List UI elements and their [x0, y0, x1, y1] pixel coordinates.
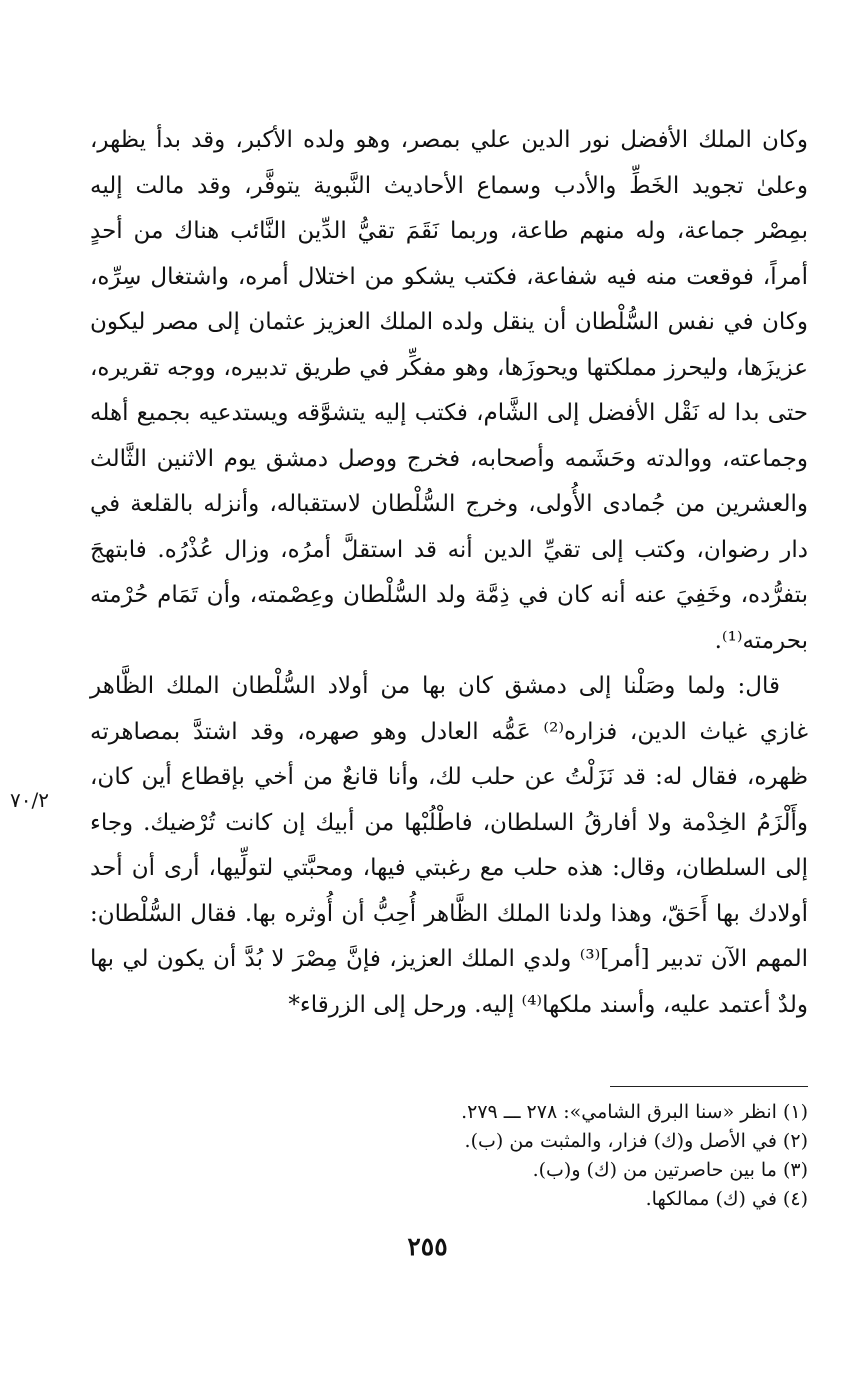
main-text-block: [90, 118, 808, 1028]
paragraph-1: وكان الملك الأفضل نور الدين علي بمصر، وهو ولده الأكبر، وقد بدأ يظهر، وعلىٰ تجويد الخَطِّ والأدب وسماع الأحاديث النَّبوية يتوفَّر، وقد مالت إليه بمِصْر جماعة، وله منهم طاعة، وربما نَقَمَ تقيُّ الدِّين النَّائب هناك من أحدٍ أمراً، فوقعت منه فيه شفاعة، فكتب يشكو من اختلال أمره، واشتغال سِرِّه، وكان في نفس السُّلْطان أن ينقل ولده الملك العزيز عثمان إلى مصر ليكون عزيزَها، وليحرز مملكتها ويحوزَها، وهو مفكِّر في طريق تدبيره، ووجه تقريره، حتى بدا له نَقْل الأفضل إلى الشَّام، فكتب إليه يتشوَّقه ويستدعيه بجميع أهله وجماعته، ووالدته وحَشَمه وأصحابه، فخرج ووصل دمشق يوم الاثنين الثَّالث والعشرين من جُمادى الأُولى، وخرج السُّلْطان لاستقباله، وأنزله بالقلعة في دار رضوان، وكتب إلى تقيِّ الدين أنه قد استقلَّ أمرُه، وزال عُذْرُه. فابتهجَ بتفرُّده، وخَفِيَ عنه أنه كان في ذِمَّة ولد السُّلْطان وعِصْمته، وأن تَمَام حُرْمته بحرمته⁽¹⁾.: [90, 127, 808, 654]
paragraph-2: قال: ولما وصَلْنا إلى دمشق كان بها من أولاد السُّلْطان الملك الظَّاهر غازي غياث الدين، فزاره⁽²⁾ عَمُّه العادل وهو صهره، وقد اشتدَّ بمصاهرته ظهره، فقال له: قد نَزَلْتُ عن حلب لك، وأنا قانعٌ من أخي بإقطاع أين كان، وأَلْزَمُ الخِدْمة ولا أفارقُ السلطان، فاطْلُبْها من أبيك إن كانت تُرْضيك. وجاء إلى السلطان، وقال: هذه حلب مع رغبتي فيها، ومحبَّتي لتولِّيها، أرى أن أحد أولادك بها أَحَقّ، وهذا ولدنا الملك الظَّاهر أُحِبُّ أن أُوثره بها. فقال السُّلْطان: المهم الآن تدبير [أمر]⁽³⁾ ولدي الملك العزيز، فإنَّ مِصْرَ لا بُدَّ أن يكون لي بها ولدٌ أعتمد عليه، وأسند ملكها⁽⁴⁾ إليه. ورحل إلى الزرقاء*: [90, 673, 809, 1018]
margin-reference: ٧٠/٢: [10, 788, 49, 812]
footnote-4: (٤) في (ك) ممالكها.: [645, 1188, 808, 1210]
footnote-2: (٢) في الأصل و(ك) فزار، والمثبت من (ب).: [464, 1130, 808, 1152]
page-number: ٢٥٥: [407, 1232, 448, 1261]
footnote-3: (٣) ما بين حاصرتين من (ك) و(ب).: [532, 1159, 808, 1181]
footnotes: [90, 1098, 808, 1214]
footnote-separator: [610, 1086, 808, 1087]
footnote-1: (١) انظر «سنا البرق الشامي»: ٢٧٨ ـــ ٢٧٩.: [461, 1101, 808, 1123]
